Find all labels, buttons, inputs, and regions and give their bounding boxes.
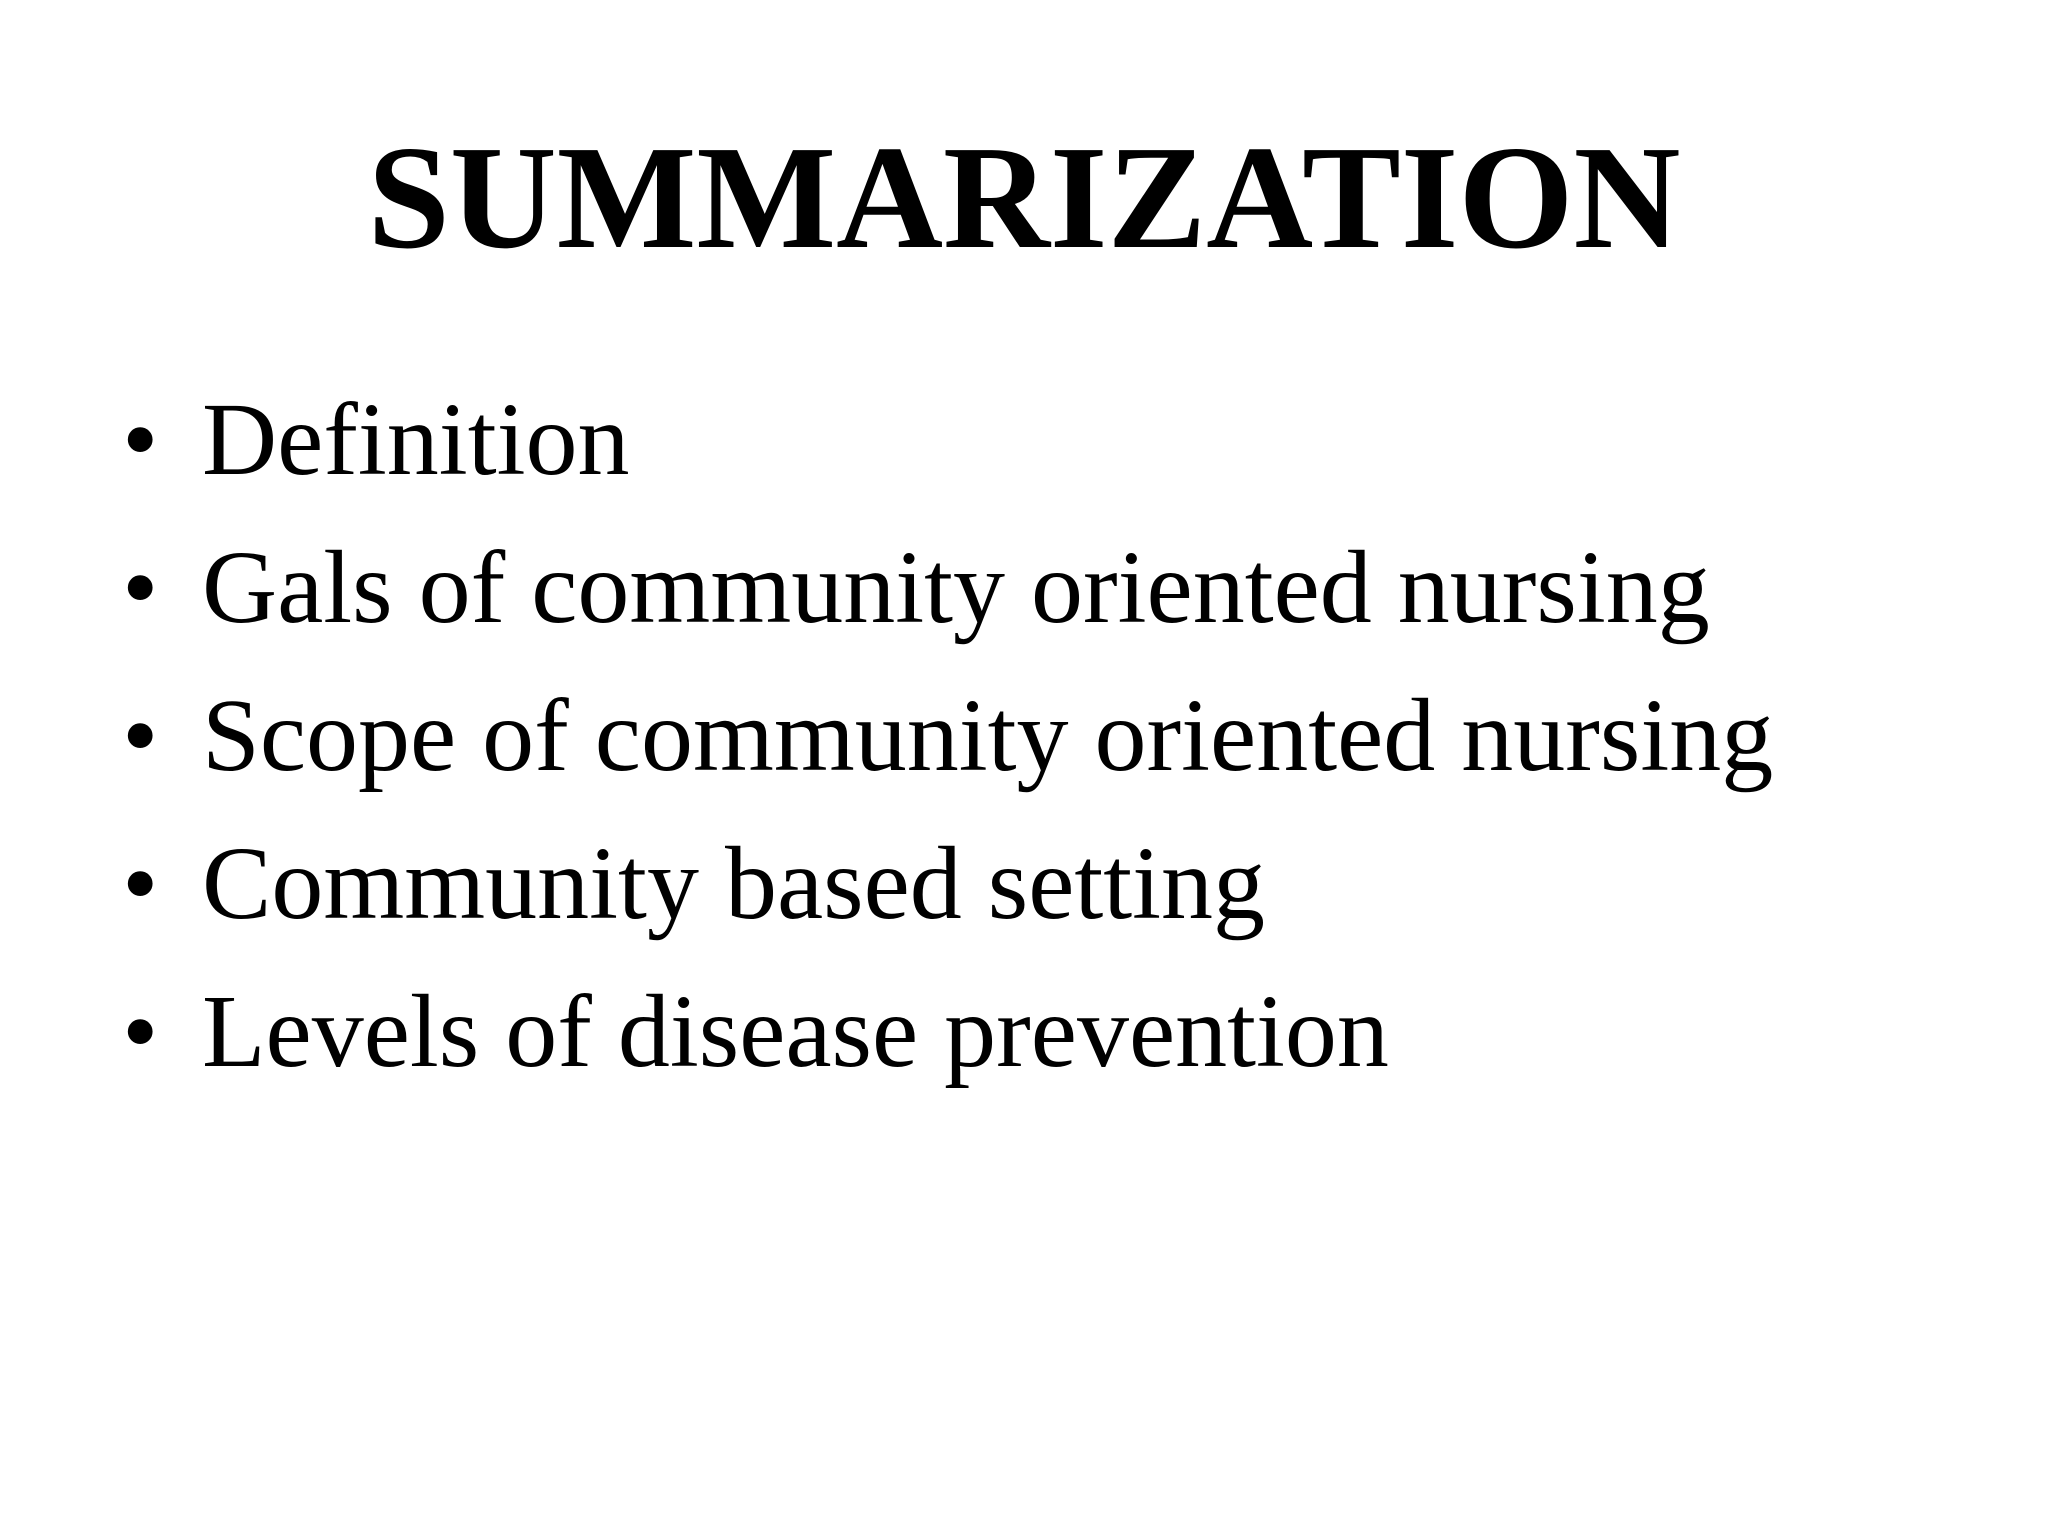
bullet-text-definition: Definition [202, 382, 630, 497]
bullet-text-scope: Scope of community oriented nursing [202, 678, 1774, 793]
bullet-icon: • [122, 678, 159, 793]
bullet-text-goals: Gals of community oriented nursing [202, 530, 1710, 645]
bullet-text-prevention: Levels of disease prevention [202, 974, 1389, 1089]
bullet-icon: • [122, 530, 159, 645]
slide-title: SUMMARIZATION [367, 116, 1681, 280]
bullet-icon: • [122, 826, 159, 941]
bullet-icon: • [122, 974, 159, 1089]
bullet-icon: • [122, 382, 159, 497]
bullet-text-setting: Community based setting [202, 826, 1266, 941]
